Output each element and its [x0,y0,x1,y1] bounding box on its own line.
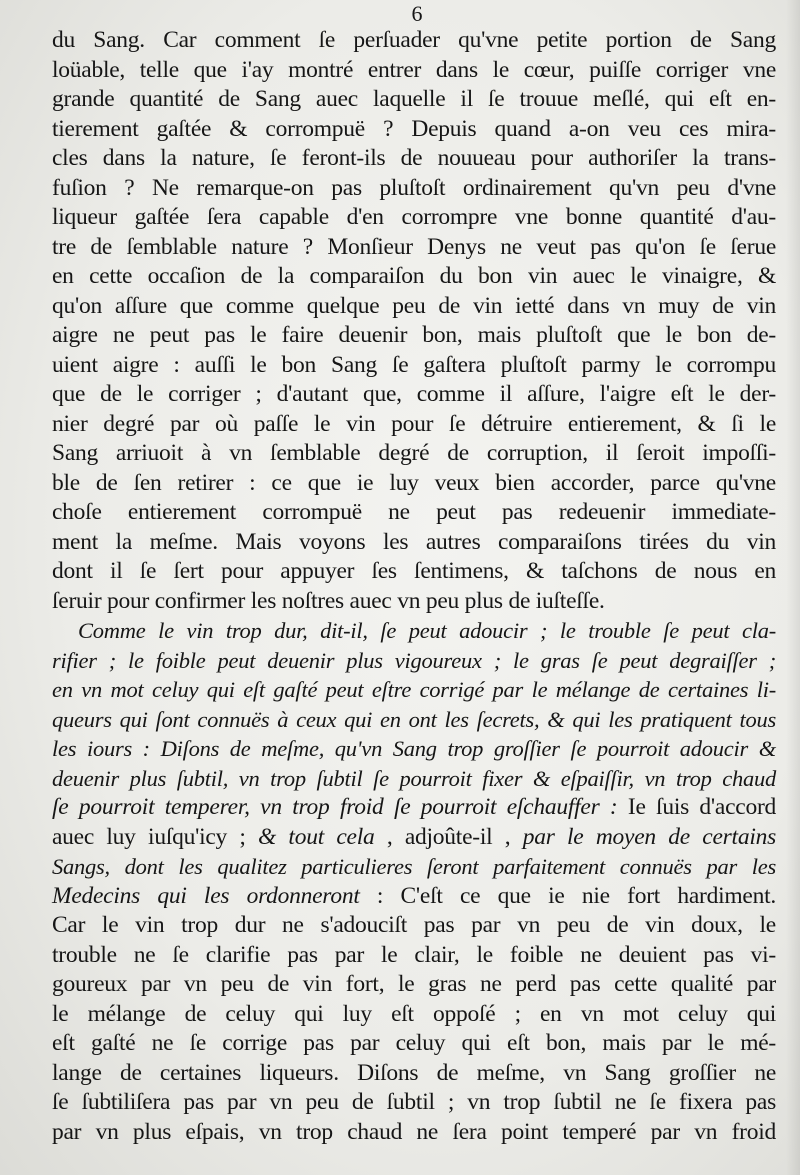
text-line: nier degré par où paſſe le vin pour ſe détruire entierement, & ſi le [52,410,776,437]
quoted-line: Sangs, dont les qualitez particulieres ſeront parfaitement connuës par les [52,854,776,879]
text-line: trouble ne ſe clarifie pas par le clair, le foible ne deuient pas vi- [52,941,776,968]
text-line: loüable, telle que i'ay montré entrer dans le cœur, puiſſe corriger vne [52,56,776,83]
quoted-fragment: ſe pourroit temperer, vn trop froid ſe pourroit eſchauffer : [52,794,618,820]
text-line: dont il ſe ſert pour appuyer ſes ſentimens, & taſchons de nous en [52,558,776,584]
text-line: Sang arriuoit à vn ſemblable degré de corruption, il ſeroit impoſſi- [52,440,776,466]
text-line: le mélange de celuy qui luy eſt oppoſé ; en vn mot celuy qui [52,1000,776,1027]
quoted-fragment: & tout cela [258,823,375,850]
text-line: choſe entierement corrompuë ne peut pas redeuenir immediate- [52,499,776,525]
text-line: que de le corriger ; d'autant que, comme il aſſure, l'aigre eſt le der- [52,381,776,407]
text-line: tierement gaſtée & corrompuë ? Depuis quand a-on veu ces mira- [52,115,776,142]
text-line: ſe ſubtiliſera pas par vn peu de ſubtil ; vn trop ſubtil ne ſe fixera pas [52,1089,776,1115]
quoted-line: rifier ; le foible peut deuenir plus vigoureux ; le gras ſe peut degraiſſer ; [52,647,776,673]
text-line: qu'on aſſure que comme quelque peu de vin ietté dans vn muy de vin [52,292,776,319]
text-line: liqueur gaſtée ſera capable d'en corrompre vne bonne quantité d'au- [52,204,776,230]
quoted-line: queurs qui ſont connuës à ceux qui en ont les ſecrets, & qui les pratiquent tous [52,706,776,732]
text-line: tre de ſemblable nature ? Monſieur Denys ne veut pas qu'on ſe ſerue [52,233,776,260]
text-line: grande quantité de Sang auec laquelle il ſe trouue meſlé, qui eſt en- [52,86,776,112]
text-line: goureux par vn peu de vin fort, le gras ne perd pas cette qualité par [52,971,776,997]
page-number: 6 [411,1,423,26]
text-line: eſt gaſté ne ſe corrige pas par celuy qui eſt bon, mais par le mé- [52,1030,776,1056]
text-line: fuſion ? Ne remarque-on pas pluſtoſt ordinairement qu'vn peu d'vne [52,174,776,201]
paragraph-end-line: ſeruir pour confirmer les noſtres auec vn peu plus de iuſteſſe. [52,587,605,614]
roman-fragment: , adjoûte-il , [386,823,511,850]
mixed-line [52,882,776,912]
text-line: ment la meſme. Mais voyons les autres comparaiſons tirées du vin [52,528,776,555]
roman-fragment: : C'eſt ce que ie nie fort hardiment. [376,882,776,909]
mixed-line [52,793,776,823]
text-line: aigre ne peut pas le faire deuenir bon, mais pluſtoſt que le bon de- [52,322,776,348]
body-text [52,26,776,1147]
quoted-line: Comme le vin trop dur, dit-il, ſe peut adoucir ; le trouble ſe peut cla- [78,618,776,643]
text-line: lange de certaines liqueurs. Diſons de meſme, vn Sang groſſier ne [52,1059,776,1086]
text-line: uient aigre : auſſi le bon Sang ſe gaſtera pluſtoſt parmy le corrompu [52,351,776,378]
mixed-line [52,823,776,853]
quoted-line: les iours : Diſons de meſme, qu'vn Sang trop groſſier ſe pourroit adoucir & [52,736,776,761]
roman-fragment: Ie ſuis d'accord [627,794,777,820]
quoted-line: deuenir plus ſubtil, vn trop ſubtil ſe pourroit fixer & eſpaiſſir, vn trop chaud [52,765,776,791]
text-line: Car le vin trop dur ne s'adouciſt pas par vn peu de vin doux, le [52,912,776,938]
text-line: cles dans la nature, ſe feront-ils de nouueau pour authoriſer la trans- [52,145,776,171]
text-line: du Sang. Car comment ſe perſuader qu'vne petite portion de Sang [52,27,776,53]
quoted-fragment: par le moyen de certains [522,823,777,850]
page-edge-shadow [786,0,800,1175]
roman-fragment: auec luy iuſqu'icy ; [52,823,246,850]
text-line: ble de ſen retirer : ce que ie luy veux bien accorder, parce qu'vne [52,469,776,496]
quoted-fragment: Medecins qui les ordonneront [52,882,360,909]
quoted-line: en vn mot celuy qui eſt gaſté peut eſtre corrigé par le mélange de certaines li- [52,677,776,702]
text-line: en cette occaſion de la comparaiſon du bon vin auec le vinaigre, & [52,263,776,289]
text-line: par vn plus eſpais, vn trop chaud ne ſera point temperé par vn froid [52,1118,776,1145]
